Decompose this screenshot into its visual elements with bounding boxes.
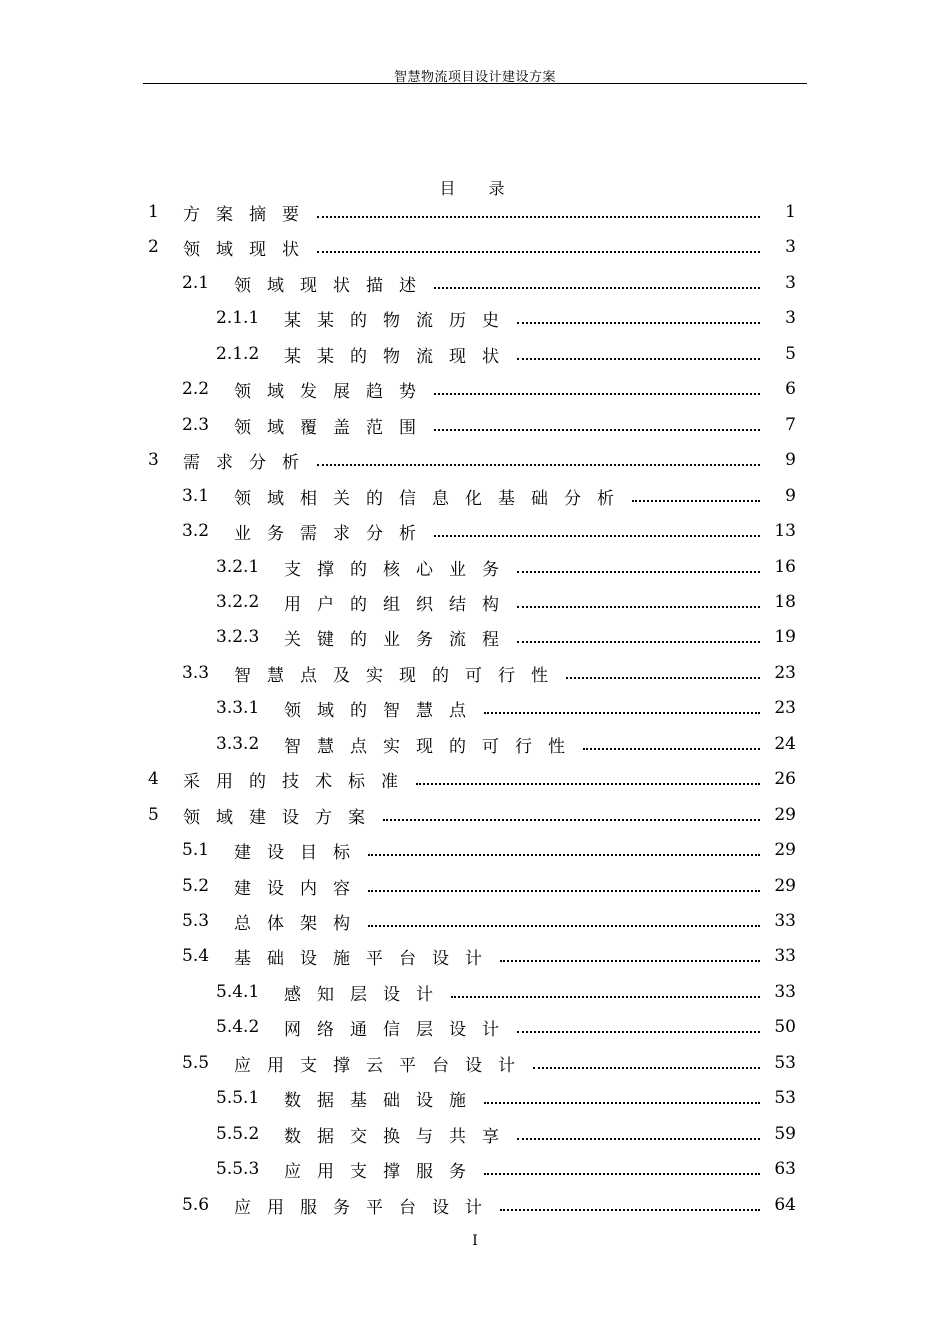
toc-entry-number: 5.5.3 <box>216 1159 260 1179</box>
toc-entry-number: 5.5.1 <box>216 1088 260 1108</box>
toc-leader-dots <box>484 697 760 719</box>
toc-entry[interactable] <box>216 1016 796 1038</box>
toc-entry-number: 3 <box>148 450 159 470</box>
toc-entry-label: 网络通信层设计 <box>284 1019 515 1040</box>
toc-entry-page: 5 <box>785 344 796 364</box>
toc-leader-dots <box>434 272 760 294</box>
toc-leader-dots <box>517 343 760 365</box>
toc-leader-dots <box>517 1016 760 1038</box>
toc-entry-label: 领域现状 <box>183 239 315 260</box>
toc-entry[interactable] <box>182 485 796 507</box>
toc-entry-number: 5.4.1 <box>216 982 260 1002</box>
toc-entry[interactable] <box>182 875 796 897</box>
toc-entry-number: 3.3.1 <box>216 698 260 718</box>
toc-entry-label: 需求分析 <box>183 452 315 473</box>
toc-entry-label: 领域覆盖范围 <box>234 417 432 438</box>
toc-leader-dots <box>317 201 760 223</box>
toc-entry-label: 智慧点实现的可行性 <box>284 736 581 757</box>
toc-entry-page: 19 <box>774 627 796 647</box>
toc-entry[interactable] <box>182 1194 796 1216</box>
toc-entry-number: 5 <box>148 805 159 825</box>
toc-entry[interactable] <box>148 449 796 471</box>
toc-entry-label: 数据交换与共享 <box>284 1126 515 1147</box>
toc-entry-page: 63 <box>774 1159 796 1179</box>
toc-entry-label: 数据基础设施 <box>284 1090 482 1111</box>
toc-entry-label: 领域的智慧点 <box>284 700 482 721</box>
toc-leader-dots <box>317 236 760 258</box>
toc-entry[interactable] <box>216 1158 796 1180</box>
toc-leader-dots <box>517 556 760 578</box>
toc-entry-number: 5.3 <box>182 911 210 931</box>
toc-entry[interactable] <box>216 556 796 578</box>
toc-leader-dots <box>368 839 760 861</box>
toc-entry-number: 5.4 <box>182 946 210 966</box>
toc-entry-number: 2.1.1 <box>216 308 260 328</box>
toc-leader-dots <box>517 307 760 329</box>
toc-entry-page: 29 <box>774 876 796 896</box>
toc-entry-page: 6 <box>785 379 796 399</box>
toc-entry-number: 5.6 <box>182 1195 210 1215</box>
toc-entry-page: 50 <box>774 1017 796 1037</box>
toc-entry[interactable] <box>216 1087 796 1109</box>
toc-title: 目 录 <box>439 179 519 198</box>
toc-entry-page: 18 <box>774 592 796 612</box>
toc-entry-page: 33 <box>774 911 796 931</box>
toc-entry-number: 2.1.2 <box>216 344 260 364</box>
toc-leader-dots <box>566 662 760 684</box>
toc-entry-page: 29 <box>774 805 796 825</box>
toc-entry[interactable] <box>216 733 796 755</box>
toc-entry[interactable] <box>216 343 796 365</box>
toc-leader-dots <box>451 981 760 1003</box>
toc-entry-label: 应用支撑服务 <box>284 1161 482 1182</box>
toc-entry-label: 应用支撑云平台设计 <box>234 1055 531 1076</box>
toc-entry-page: 13 <box>774 521 796 541</box>
toc-entry-label: 领域建设方案 <box>183 807 381 828</box>
toc-entry-number: 2.1 <box>182 273 210 293</box>
toc-leader-dots <box>632 485 760 507</box>
toc-entry-page: 53 <box>774 1088 796 1108</box>
toc-entry[interactable] <box>182 414 796 436</box>
toc-entry-label: 感知层设计 <box>284 984 449 1005</box>
toc-entry-page: 64 <box>774 1195 796 1215</box>
toc-entry-number: 3.3 <box>182 663 210 683</box>
toc-entry-page: 9 <box>785 486 796 506</box>
toc-entry[interactable] <box>182 1052 796 1074</box>
toc-entry-page: 3 <box>785 237 796 257</box>
toc-entry-label: 某某的物流现状 <box>284 346 515 367</box>
toc-entry-number: 5.1 <box>182 840 210 860</box>
toc-entry-number: 5.2 <box>182 876 210 896</box>
toc-leader-dots <box>317 449 760 471</box>
toc-leader-dots <box>500 1194 760 1216</box>
toc-leader-dots <box>368 875 760 897</box>
toc-entry[interactable] <box>148 201 796 223</box>
toc-leader-dots <box>383 804 760 826</box>
toc-entry[interactable] <box>148 768 796 790</box>
toc-leader-dots <box>434 414 760 436</box>
toc-leader-dots <box>583 733 760 755</box>
toc-entry[interactable] <box>216 307 796 329</box>
toc-leader-dots <box>484 1158 760 1180</box>
toc-entry-label: 支撑的核心业务 <box>284 559 515 580</box>
toc-entry-number: 2 <box>148 237 159 257</box>
toc-entry-page: 3 <box>785 273 796 293</box>
toc-entry-page: 9 <box>785 450 796 470</box>
toc-entry-number: 3.2.1 <box>216 557 260 577</box>
toc-entry-number: 3.1 <box>182 486 210 506</box>
toc-leader-dots <box>500 945 760 967</box>
toc-entry-number: 2.3 <box>182 415 210 435</box>
toc-entry-label: 建设内容 <box>234 878 366 899</box>
toc-entry-label: 某某的物流历史 <box>284 310 515 331</box>
page-number: I <box>472 1233 478 1249</box>
toc-entry-number: 1 <box>148 202 159 222</box>
toc-entry-page: 7 <box>785 415 796 435</box>
toc-entry-number: 2.2 <box>182 379 210 399</box>
toc-entry[interactable] <box>216 626 796 648</box>
toc-entry[interactable] <box>182 272 796 294</box>
toc-entry-page: 23 <box>774 663 796 683</box>
toc-entry-number: 5.5.2 <box>216 1124 260 1144</box>
toc-leader-dots <box>517 1123 760 1145</box>
toc-leader-dots <box>416 768 760 790</box>
toc-entry-number: 3.2.2 <box>216 592 260 612</box>
toc-entry-page: 16 <box>774 557 796 577</box>
toc-entry-number: 3.3.2 <box>216 734 260 754</box>
toc-entry-page: 1 <box>785 202 796 222</box>
toc-entry-number: 4 <box>148 769 159 789</box>
toc-entry-label: 方案摘要 <box>183 204 315 225</box>
toc-leader-dots <box>517 591 760 613</box>
toc-entry-label: 关键的业务流程 <box>284 629 515 650</box>
toc-entry[interactable] <box>182 945 796 967</box>
toc-entry-label: 建设目标 <box>234 842 366 863</box>
toc-leader-dots <box>368 910 760 932</box>
toc-entry-label: 领域相关的信息化基础分析 <box>234 488 630 509</box>
toc-leader-dots <box>533 1052 760 1074</box>
toc-entry-label: 应用服务平台设计 <box>234 1197 498 1218</box>
toc-entry[interactable] <box>182 520 796 542</box>
toc-entry-page: 24 <box>774 734 796 754</box>
toc-entry[interactable] <box>182 839 796 861</box>
toc-entry[interactable] <box>216 981 796 1003</box>
toc-entry[interactable] <box>148 236 796 258</box>
toc-entry-label: 领域现状描述 <box>234 275 432 296</box>
toc-entry-label: 领域发展趋势 <box>234 381 432 402</box>
toc-entry-page: 33 <box>774 982 796 1002</box>
toc-entry-label: 基础设施平台设计 <box>234 948 498 969</box>
toc-entry-label: 总体架构 <box>234 913 366 934</box>
toc-entry-page: 29 <box>774 840 796 860</box>
toc-entry[interactable] <box>182 910 796 932</box>
toc-leader-dots <box>434 520 760 542</box>
toc-entry-number: 5.4.2 <box>216 1017 260 1037</box>
toc-entry-number: 3.2.3 <box>216 627 260 647</box>
toc-entry-number: 3.2 <box>182 521 210 541</box>
toc-entry-page: 59 <box>774 1124 796 1144</box>
toc-entry-page: 3 <box>785 308 796 328</box>
toc-entry-page: 33 <box>774 946 796 966</box>
toc-entry[interactable] <box>182 662 796 684</box>
toc-leader-dots <box>517 626 760 648</box>
toc-entry-page: 53 <box>774 1053 796 1073</box>
toc-entry[interactable] <box>216 1123 796 1145</box>
toc-entry-label: 用户的组织结构 <box>284 594 515 615</box>
page-header: 智慧物流项目设计建设方案 <box>393 70 556 85</box>
toc-entry-page: 23 <box>774 698 796 718</box>
toc-entry-label: 智慧点及实现的可行性 <box>234 665 564 686</box>
toc-leader-dots <box>434 378 760 400</box>
toc-leader-dots <box>484 1087 760 1109</box>
toc-entry[interactable] <box>182 378 796 400</box>
toc-entry[interactable] <box>148 804 796 826</box>
toc-entry-page: 26 <box>774 769 796 789</box>
toc-entry[interactable] <box>216 697 796 719</box>
toc-entry-label: 业务需求分析 <box>234 523 432 544</box>
toc-entry[interactable] <box>216 591 796 613</box>
toc-entry-number: 5.5 <box>182 1053 210 1073</box>
toc-entry-label: 采用的技术标准 <box>183 771 414 792</box>
